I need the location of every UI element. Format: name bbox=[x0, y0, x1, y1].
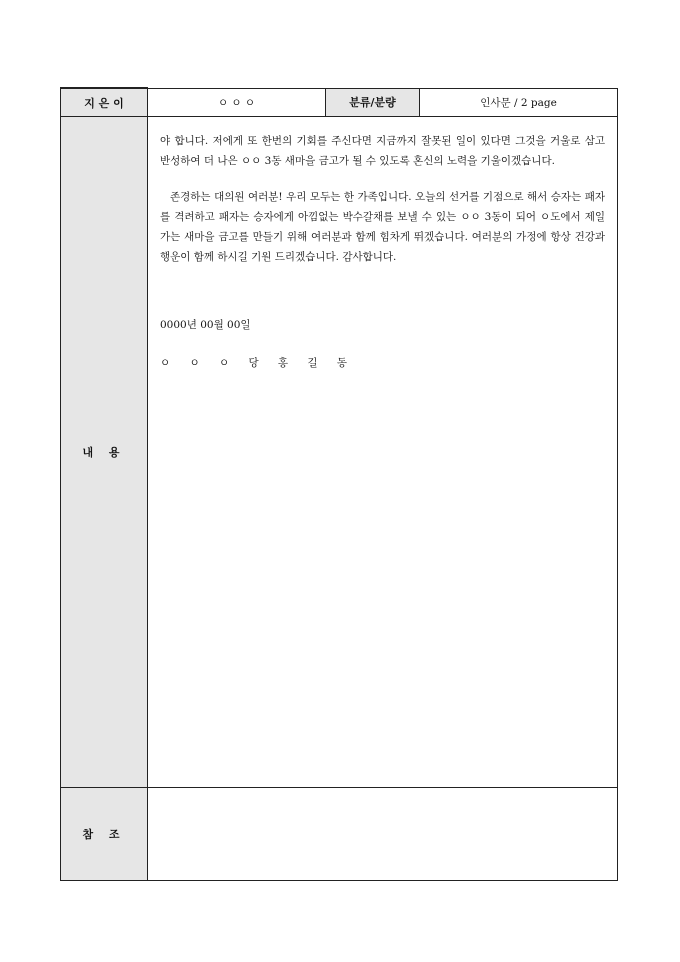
date-text: 0000년 00월 00일 bbox=[160, 319, 251, 331]
reference-row bbox=[61, 788, 618, 881]
content-row bbox=[61, 117, 618, 788]
document-table bbox=[60, 87, 618, 881]
reference-label: 참 조 bbox=[61, 788, 148, 881]
category-label: 분류/분량 bbox=[326, 88, 420, 117]
reference-value bbox=[148, 788, 618, 881]
header-row bbox=[61, 88, 618, 117]
category-value: 인사문 / 2 page bbox=[420, 88, 618, 117]
author-value: ㅇ ㅇ ㅇ bbox=[148, 88, 326, 117]
content-paragraph-2: 존경하는 대의원 여러분! 우리 모두는 한 가족입니다. 오늘의 선거를 기점으로 해서 승자는 패자를 격려하고 패자는 승자에게 아낌없는 박수갈채를 보낼 수 있는 ㅇㅇ 3동이 되어 ㅇ도에서 제일가는 새마을 금고를 만들기 위해 여러분과 함께 힘차게 뛰겠습니다. 여러분의 가정에 항상 건강과 행운이 함께 하시길 기원 드리겠습니다. 감사합니다. bbox=[160, 191, 605, 263]
content-label: 내 용 bbox=[61, 117, 148, 788]
author-label: 지 은 이 bbox=[61, 88, 148, 117]
content-body bbox=[148, 117, 618, 788]
signature-text: ㅇ ㅇ ㅇ 당 홍 길 동 bbox=[160, 357, 356, 369]
content-paragraph-1: 야 합니다. 저에게 또 한번의 기회를 주신다면 지금까지 잘못된 일이 있다면 그것을 거울로 삼고 반성하여 더 나은 ㅇㅇ 3동 새마을 금고가 될 수 있도록 혼신의 노력을 기울이겠습니다. bbox=[160, 135, 605, 167]
